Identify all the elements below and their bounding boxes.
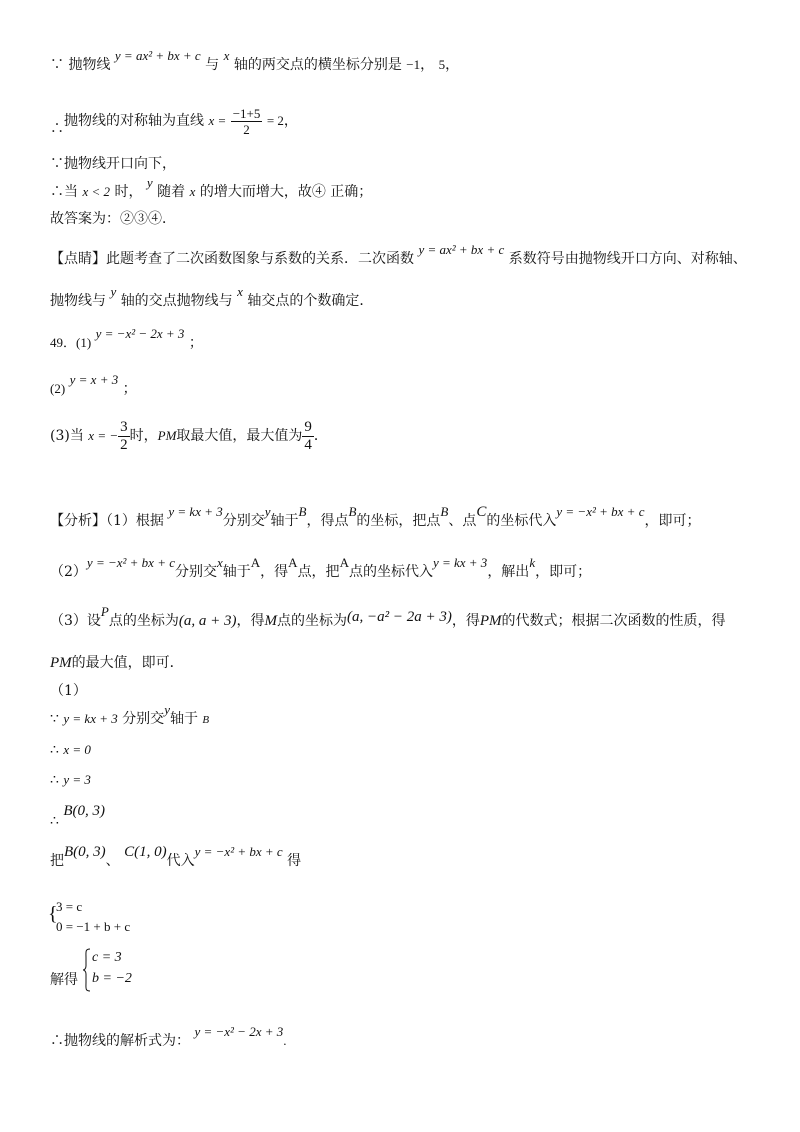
solution-line-1: ∵ y = kx + 3 分别交y轴于 B	[50, 702, 210, 727]
because-symbol: ∵	[50, 57, 64, 73]
fraction-three-halves: $\frac{3}{2}$	[120, 418, 128, 453]
solution-result: ∴抛物线的解析式为： y = −x² − 2x + 3.	[50, 1024, 287, 1049]
line-increasing-interval: ∴当 x < 2 时， y 随着 x 的增大而增大，故④ 正确；	[50, 175, 373, 200]
parabola-formula: y = ax² + bx + c	[114, 48, 201, 63]
solution-line-4: ∴ B(0, 3)	[50, 803, 106, 829]
x-variable: x	[223, 48, 230, 63]
line-answer: 故答案为：②③④．	[50, 211, 176, 227]
analysis-part3: （3）设P点的坐标为(a, a + 3)，得M点的坐标为(a, −a² − 2a + 3)，得PM的代数式；根据二次函数的性质，得	[50, 604, 726, 629]
symmetry-fraction: $\frac{-1+5}{2}$	[232, 105, 261, 137]
line-axis-of-symmetry: ∴抛物线的对称轴为直线 x = $\frac{-1+5}{2}$ = 2，	[50, 105, 298, 137]
line-intersection-points: ∵ 抛物线 y = ax² + bx + c 与 x 轴的两交点的横坐标分别是 −1， 5，	[50, 48, 460, 73]
answer-49-part3: (3)当 x = − $\frac{3}{2}$ 时，PM取最大值，最大值为 $\frac{9}{4}$ ．	[50, 418, 328, 453]
analysis-part1: 【分析】（1）根据 y = kx + 3分别交y轴于B，得点B的坐标，把点B、点C的坐标代入y = −x² + bx + c，即可；	[50, 504, 701, 529]
analysis-part3-cont: PM的最大值，即可．	[50, 655, 184, 671]
answer-49-part2: (2) y = x + 3 ；	[50, 372, 137, 397]
comment-label: 【点睛】	[50, 251, 106, 267]
question-number: 49．(1)	[50, 335, 92, 350]
solution-substitute: 把B(0, 3)、 C(1, 0)代入y = −x² + bx + c 得	[50, 844, 302, 869]
answer-49-part1: 49．(1) y = −x² − 2x + 3 ；	[50, 326, 203, 351]
fraction-nine-fourths: $\frac{9}{4}$	[304, 418, 312, 453]
analysis-part2: （2）y = −x² + bx + c分别交x轴于A，得A点，把A点的坐标代入y = kx + 3，解出k，即可；	[50, 555, 592, 580]
left-brace: {	[48, 903, 58, 925]
solution-line-2: ∴ x = 0	[50, 742, 91, 758]
line-comment-cont: 抛物线与 y 轴的交点抛物线与 x 轴交点的个数确定．	[50, 284, 374, 309]
left-brace-large	[82, 948, 92, 992]
line-opens-downward: ∵抛物线开口向下，	[50, 156, 176, 172]
solution-line-3: ∴ y = 3	[50, 772, 91, 788]
solution-part1-heading: （1）	[50, 683, 87, 699]
analysis-label: 【分析】	[50, 513, 106, 529]
line-comment: 【点睛】此题考查了二次函数图象与系数的关系．二次函数 y = ax² + bx + c 系数符号由抛物线开口方向、对称轴、	[50, 242, 747, 267]
